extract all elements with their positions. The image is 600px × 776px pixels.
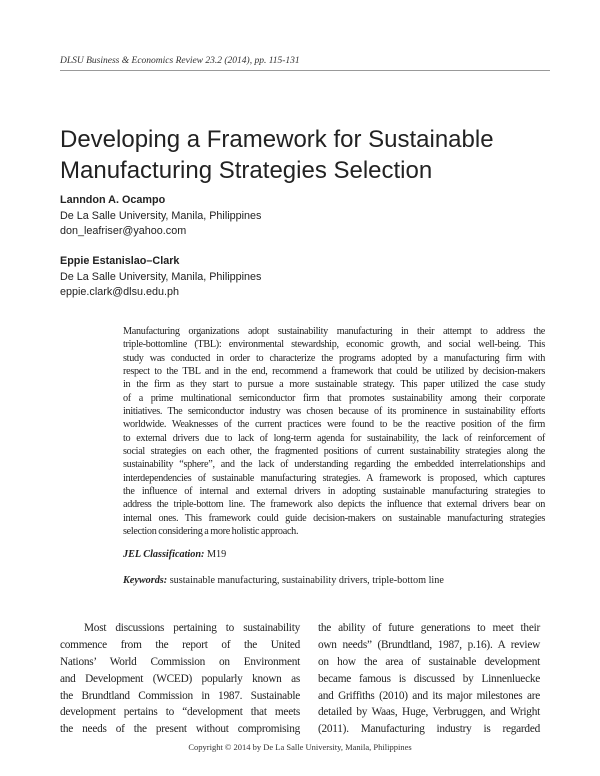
- text-line: and Development (WCED) popularly known as: [60, 672, 300, 685]
- keywords-label: Keywords:: [123, 575, 168, 586]
- body-column-left: [60, 620, 300, 738]
- text-line: commence from the report of the United: [60, 638, 300, 651]
- text-line: the ability of future generations to meet their: [318, 622, 540, 634]
- author-block: [60, 254, 261, 301]
- title-line: Developing a Framework for Sustainable: [60, 126, 494, 153]
- text-line: internal ones. This framework could guide decision-makers on sustainable manufacturing strategies: [123, 512, 545, 524]
- keywords: [123, 574, 444, 587]
- text-line: selection considering a more holistic approach.: [123, 526, 299, 538]
- text-line: initiatives. The semiconductor industry was chosen because of its prominence in sustainability efforts: [123, 406, 545, 418]
- author-affiliation: De La Salle University, Manila, Philippines: [60, 209, 262, 222]
- author-affiliation: De La Salle University, Manila, Philippines: [60, 270, 262, 283]
- jel-classification: [123, 548, 226, 561]
- author-block: [60, 193, 261, 240]
- text-line: to external drivers due to lack of long-term agenda for sustainability, the lack of reinforcement of: [123, 432, 545, 444]
- text-line: Nations’ World Commission on Environment: [60, 655, 300, 668]
- text-line: in the firm as they start to pursue a more sustainable strategy. This paper utilized the case study: [123, 379, 545, 391]
- jel-value: M19: [204, 549, 227, 560]
- header-rule: [60, 70, 550, 71]
- text-line: interdependencies of sustainable manufacturing strategies. A framework is proposed, which captures: [123, 472, 545, 484]
- text-line: the influence of internal and external drivers in adopting sustainable manufacturing strategies to: [123, 486, 545, 498]
- abstract: [123, 325, 545, 539]
- text-line: on how the area of sustainable development: [318, 655, 540, 668]
- copyright-footer: Copyright © 2014 by De La Salle University, Manila, Philippines: [188, 742, 412, 752]
- text-line: the needs of the present without compromising: [60, 723, 300, 736]
- text-line: study was conducted in order to characterize the programs adopted by a manufacturing firm with: [123, 352, 545, 364]
- keywords-value: sustainable manufacturing, sustainability drivers, triple-bottom line: [167, 575, 444, 586]
- paper-title: [60, 124, 494, 186]
- author-email[interactable]: don_leafriser@yahoo.com: [60, 225, 187, 237]
- text-line: of a prime multinational semiconductor firm that promotes sustainability among their corporate: [123, 392, 545, 404]
- title-line: Manufacturing Strategies Selection: [60, 157, 433, 184]
- text-line: respect to the TBL and in the end, recommend a framework that could be utilized by decision-makers: [123, 366, 545, 378]
- running-head: DLSU Business & Economics Review 23.2 (2014), pp. 115-131: [60, 56, 300, 66]
- text-line: became famous is discussed by Linnenluecke: [318, 672, 540, 685]
- text-line: triple-bottomline (TBL): environmental stewardship, economic growth, and social well-being. This: [123, 339, 545, 351]
- author-email[interactable]: eppie.clark@dlsu.edu.ph: [60, 286, 180, 298]
- text-line: own needs” (Brundtland, 1987, p.16). A review: [318, 638, 540, 651]
- text-line: sustainability “sphere”, and the lack of understanding regarding the embedded interrelationships and: [123, 459, 545, 471]
- text-line: Manufacturing organizations adopt sustainability manufacturing in their attempt to address the: [123, 326, 545, 337]
- text-line: development pertains to “development that meets: [60, 706, 300, 719]
- text-line: worldwide. Weaknesses of the current practices were found to be the reactive position of the firm: [123, 419, 545, 431]
- jel-label: JEL Classification:: [123, 549, 205, 560]
- text-line: detailed by Waas, Huge, Verbruggen, and Wright: [318, 706, 540, 719]
- text-line: social strategies on each other, the fragmented positions of current sustainability strategies along the: [123, 446, 545, 458]
- author-name: Lanndon A. Ocampo: [60, 194, 166, 206]
- text-line: address the triple-bottom line. The framework also depicts the influence that external drivers bear on: [123, 499, 545, 511]
- text-line: Most discussions pertaining to sustainability: [84, 622, 300, 634]
- author-name: Eppie Estanislao–Clark: [60, 255, 180, 267]
- text-line: the Brundtland Commission in 1987. Sustainable: [60, 689, 300, 702]
- text-line: (2011). Manufacturing industry is regarded: [318, 723, 540, 736]
- text-line: and Griffiths (2010) and its major milestones are: [318, 689, 540, 702]
- body-column-right: [318, 620, 540, 738]
